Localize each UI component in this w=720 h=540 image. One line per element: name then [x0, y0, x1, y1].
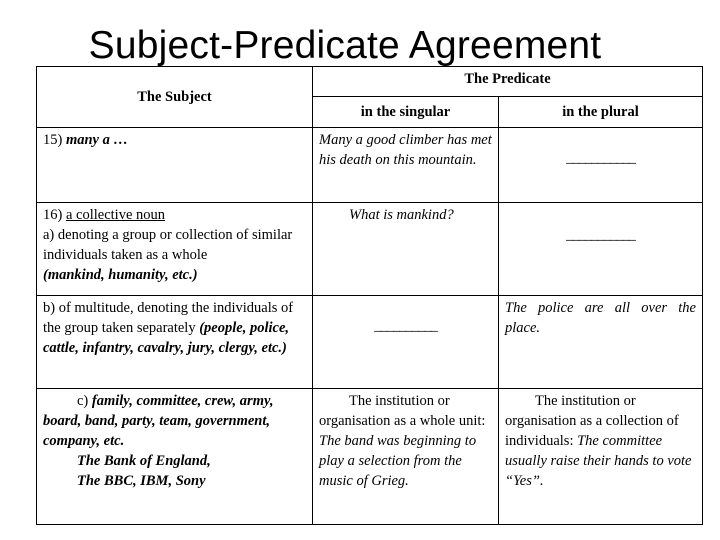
blank-line: ___________: [566, 227, 635, 243]
subject-examples: (mankind, humanity, etc.): [43, 267, 198, 283]
cell-singular: [313, 296, 499, 389]
slide-title: Subject-Predicate Agreement: [88, 24, 602, 67]
header-row: [37, 67, 703, 97]
subject-term: many a …: [65, 132, 128, 148]
cell-subject: [37, 203, 313, 296]
cell-subject: [37, 389, 313, 525]
header-singular: in the singular: [313, 97, 499, 128]
cell-singular: [313, 203, 499, 296]
table-row: [37, 128, 703, 203]
cell-subject: [37, 128, 313, 203]
subject-example-1: The Bank of England,: [77, 453, 211, 469]
table-row: [37, 296, 703, 389]
cell-plural: [499, 128, 703, 203]
subject-description: b) of multitude, denoting the individuals of the group taken separately: [43, 300, 294, 336]
singular-intro: The institution or organisation as a whole unit:: [319, 393, 486, 429]
cell-plural: The police are all over the place.: [499, 296, 703, 389]
header-plural: in the plural: [499, 97, 703, 128]
subject-examples: (people, police, cattle, infantry, cavalry, jury, clergy, etc.): [43, 320, 290, 356]
blank-line: ___________: [566, 150, 635, 166]
subject-heading: a collective noun: [65, 207, 166, 223]
singular-example: What is mankind?: [349, 207, 454, 223]
cell-plural: [499, 203, 703, 296]
blank-line: __________: [374, 318, 437, 334]
singular-example: The band was beginning to play a selection from the music of Grieg.: [319, 433, 477, 489]
header-subject: The Subject: [37, 67, 313, 128]
plural-intro: The institution or organisation as a collection of individuals:: [505, 393, 679, 449]
subject-example-2: The BBC, IBM, Sony: [77, 473, 206, 489]
cell-plural: [499, 389, 703, 525]
cell-subject: [37, 296, 313, 389]
row-number: 15): [43, 132, 63, 148]
subject-label: c): [77, 393, 89, 409]
plural-example: The committee usually raise their hands to vote “Yes”.: [505, 433, 692, 489]
cell-singular: [313, 389, 499, 525]
cell-singular: Many a good climber has met his death on this mountain.: [313, 128, 499, 203]
table-row: [37, 203, 703, 296]
agreement-table: [36, 66, 703, 525]
subject-examples: family, committee, crew, army, board, band, party, team, government, company, etc.: [43, 393, 274, 449]
subject-description: a) denoting a group or collection of similar individuals taken as a whole: [43, 227, 293, 263]
header-predicate: The Predicate: [313, 67, 703, 97]
table-row: [37, 389, 703, 525]
row-number: 16): [43, 207, 63, 223]
